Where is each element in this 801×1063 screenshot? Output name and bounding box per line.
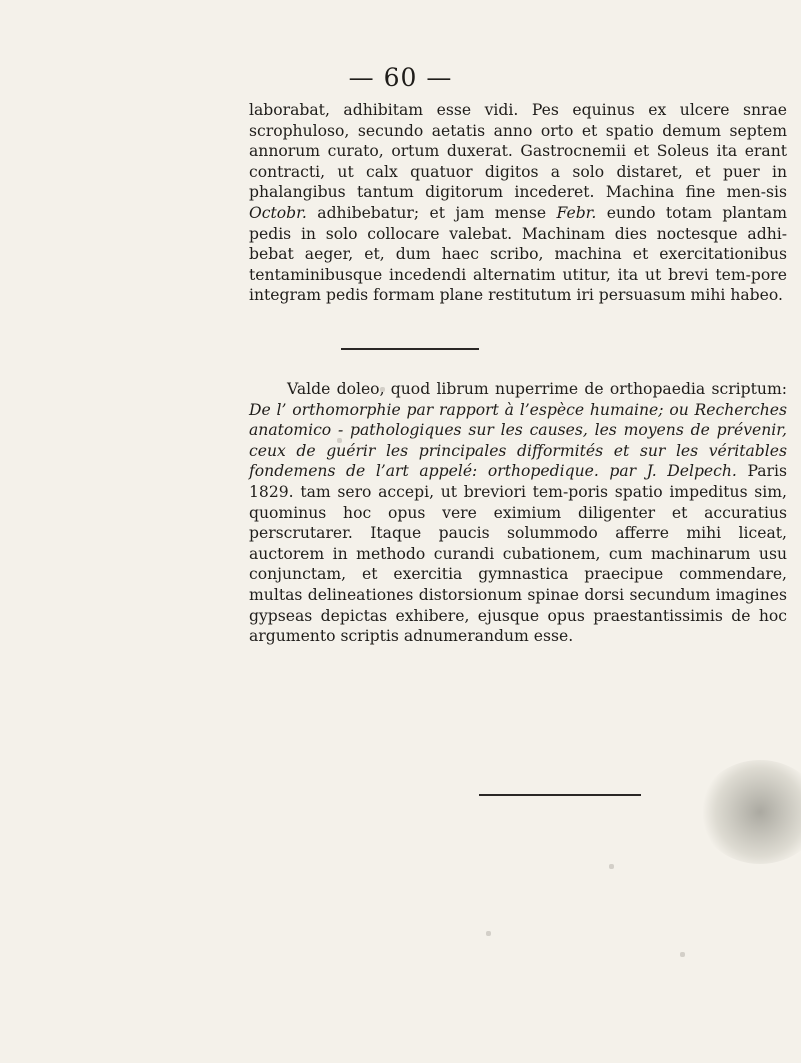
paragraph-2-run-2: De l’ orthomorphie par rapport à l’espèce humaine; ou Recherches anatomico - pathologiques sur les causes, les moyens de prévenir, ceux de guérir les principales difformités et sur les véritables fondemens de l’art appelé: orthopedique. par J. Delpech. (249, 400, 787, 481)
section-divider-1 (341, 348, 479, 350)
paragraph-2 (249, 379, 787, 647)
paragraph-1-run-3: adhibebatur; et jam mense (306, 203, 557, 222)
paragraph-1-run-2: Octobr. (249, 203, 307, 222)
paper-speck (609, 864, 614, 869)
paragraph-1-run-5: eundo totam plantam pedis in solo collocare valebat. Machinam dies noctesque adhi-bebat aeger, et, dum haec scribo, machina et exercitationibus tentaminibusque incedendi alternatim utitur, ita ut brevi tem-pore integram pedis formam plane restitutum iri persuasum mihi habeo. (249, 203, 787, 305)
paper-speck (486, 931, 491, 936)
page-number-header: — 60 — (348, 63, 453, 92)
section-divider-2 (479, 794, 641, 796)
paper-speck (680, 952, 685, 957)
paragraph-1-run-1: laborabat, adhibitam esse vidi. Pes equinus ex ulcere snrae scrophuloso, secundo aetatis anno orto et spatio demum septem annorum curato, ortum duxerat. Gastrocnemii et Soleus ita erant contracti, ut calx quatuor digitos a solo distaret, et puer in phalangibus tantum digitorum incederet. Machina fine men-sis (249, 101, 787, 202)
paper-speck (380, 387, 385, 392)
paragraph-1 (249, 100, 787, 306)
ink-stain-mark (699, 760, 801, 864)
paragraph-2-run-3: Paris 1829. tam sero accepi, ut breviori tem-poris spatio impeditus sim, quominus hoc opus vere eximium diligenter et accuratius perscrutarer. Itaque paucis solummodo afferre mihi liceat, auctorem in methodo curandi cubationem, cum machinarum usu conjunctam, et exercitia gymnastica praecipue commendare, multas delineationes distorsionum spinae dorsi secundum imagines gypseas depictas exhibere, ejusque opus praestantissimis de hoc argumento scriptis adnumerandum esse. (249, 462, 787, 646)
paper-speck (337, 438, 342, 443)
paragraph-2-run-1: Valde doleo, quod librum nuperrime de orthopaedia scriptum: (287, 380, 787, 398)
paragraph-1-run-4: Febr. (556, 203, 597, 222)
